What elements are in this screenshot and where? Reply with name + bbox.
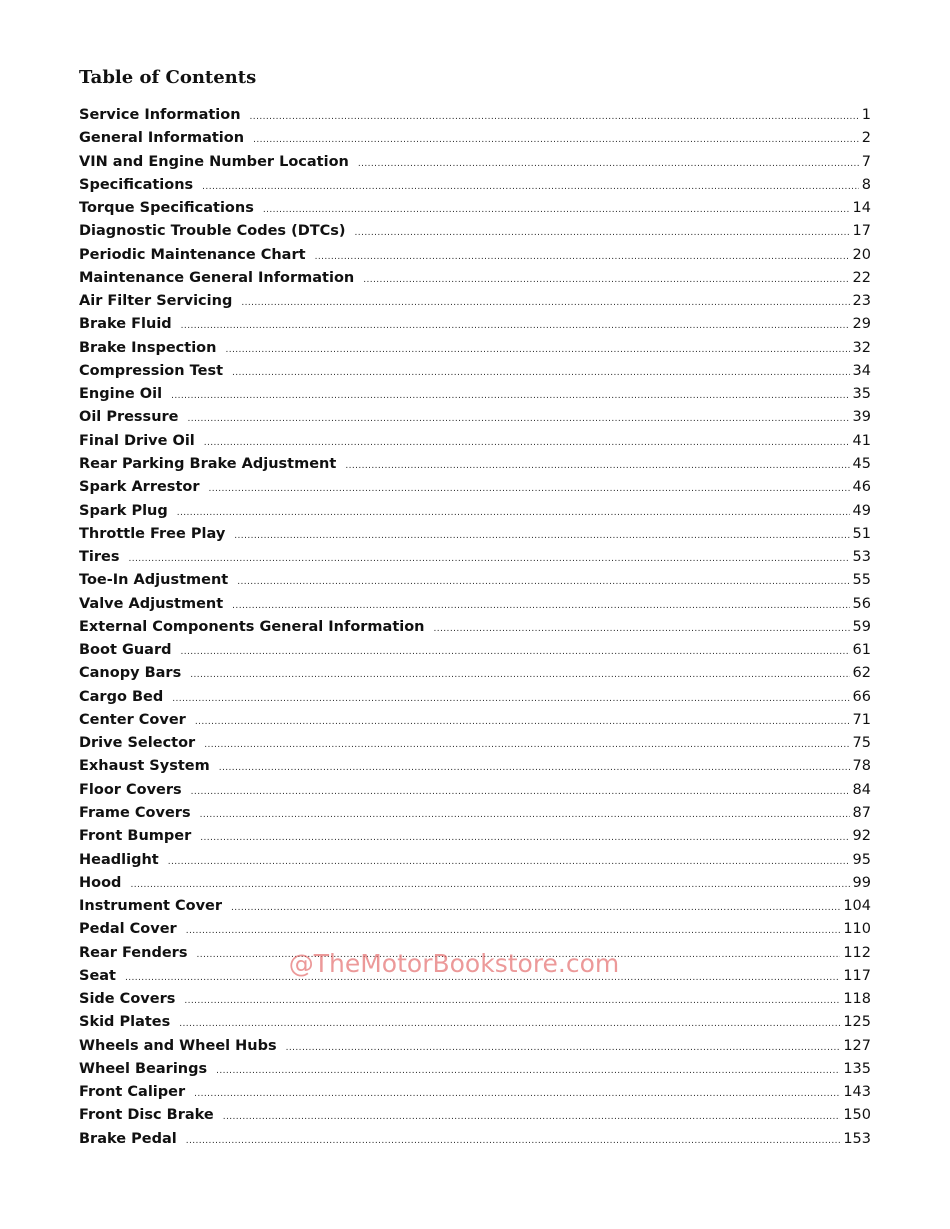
toc-entry-page-number: 95 xyxy=(852,851,871,868)
toc-entry[interactable] xyxy=(79,895,871,918)
dot-leader xyxy=(186,920,841,943)
toc-entry[interactable] xyxy=(79,732,871,755)
toc-entry-title: Front Bumper xyxy=(79,828,192,845)
toc-entry-page-number: 53 xyxy=(852,549,871,566)
toc-entry-title: Wheel Bearings xyxy=(79,1060,208,1077)
toc-entry-page-number: 71 xyxy=(852,711,871,728)
toc-entry-page-number: 78 xyxy=(852,758,871,775)
toc-entry-title: Toe-In Adjustment xyxy=(79,572,229,589)
toc-entry[interactable] xyxy=(79,849,871,872)
dot-leader xyxy=(128,548,849,571)
dot-leader xyxy=(200,804,850,827)
dot-leader xyxy=(237,571,849,594)
toc-entry-title: VIN and Engine Number Location xyxy=(79,153,349,170)
dot-leader xyxy=(125,967,840,990)
toc-entry-page-number: 92 xyxy=(852,828,871,845)
toc-entry[interactable] xyxy=(79,104,871,127)
toc-entry[interactable] xyxy=(79,500,871,523)
toc-entry-title: Frame Covers xyxy=(79,804,191,821)
dot-leader xyxy=(232,595,849,618)
dot-leader xyxy=(204,734,849,757)
toc-entry-page-number: 29 xyxy=(852,316,871,333)
toc-entry-title: Rear Parking Brake Adjustment xyxy=(79,455,337,472)
toc-entry[interactable] xyxy=(79,430,871,453)
toc-entry[interactable] xyxy=(79,360,871,383)
dot-leader xyxy=(219,757,850,780)
dot-leader xyxy=(241,292,849,315)
dot-leader xyxy=(216,1060,840,1083)
toc-entry-title: External Components General Information xyxy=(79,618,425,635)
toc-entry[interactable] xyxy=(79,918,871,941)
toc-entry-title: Front Disc Brake xyxy=(79,1107,214,1124)
toc-entry[interactable] xyxy=(79,267,871,290)
dot-leader xyxy=(253,129,859,152)
toc-entry-page-number: 59 xyxy=(852,618,871,635)
toc-entry-page-number: 45 xyxy=(852,455,871,472)
toc-entry-title: Spark Plug xyxy=(79,502,168,519)
toc-entry-title: Specifications xyxy=(79,176,194,193)
toc-entry-title: Brake Inspection xyxy=(79,339,217,356)
toc-entry-title: Instrument Cover xyxy=(79,898,223,915)
dot-leader xyxy=(200,827,849,850)
toc-entry-title: Diagnostic Trouble Codes (DTCs) xyxy=(79,223,346,240)
toc-entry-title: Brake Fluid xyxy=(79,316,172,333)
toc-entry-page-number: 75 xyxy=(852,735,871,752)
toc-entry-page-number: 35 xyxy=(852,386,871,403)
toc-entry-page-number: 84 xyxy=(852,781,871,798)
toc-entry[interactable] xyxy=(79,686,871,709)
dot-leader xyxy=(363,269,849,292)
toc-entry[interactable] xyxy=(79,220,871,243)
toc-entry-page-number: 61 xyxy=(852,642,871,659)
toc-entry-title: Throttle Free Play xyxy=(79,525,226,542)
dot-leader xyxy=(345,455,849,478)
toc-entry[interactable] xyxy=(79,1011,871,1034)
toc-entry-title: Hood xyxy=(79,874,122,891)
toc-entry-page-number: 17 xyxy=(852,223,871,240)
toc-entry[interactable] xyxy=(79,174,871,197)
toc-entry-page-number: 8 xyxy=(861,176,871,193)
dot-leader xyxy=(315,246,850,269)
dot-leader xyxy=(171,385,849,408)
dot-leader xyxy=(231,897,840,920)
toc-entry[interactable] xyxy=(79,406,871,429)
toc-entry-title: Seat xyxy=(79,967,116,984)
toc-entry-page-number: 150 xyxy=(843,1107,871,1124)
toc-entry[interactable] xyxy=(79,244,871,267)
toc-entry[interactable] xyxy=(79,337,871,360)
toc-entry[interactable] xyxy=(79,1104,871,1127)
toc-entry-title: Cargo Bed xyxy=(79,688,164,705)
toc-entry-page-number: 62 xyxy=(852,665,871,682)
dot-leader xyxy=(358,153,859,176)
watermark: @TheMotorBookstore.com xyxy=(288,949,620,978)
toc-entry-page-number: 112 xyxy=(843,944,871,961)
toc-entry-page-number: 23 xyxy=(852,293,871,310)
dot-leader xyxy=(177,502,850,525)
toc-entry[interactable] xyxy=(79,965,871,988)
toc-entry[interactable] xyxy=(79,151,871,174)
dot-leader xyxy=(130,874,849,897)
toc-entry-title: Tires xyxy=(79,549,120,566)
toc-entry-title: Service Information xyxy=(79,107,241,123)
toc-entry-page-number: 99 xyxy=(852,874,871,891)
toc-entry[interactable] xyxy=(79,383,871,406)
toc-entry-page-number: 39 xyxy=(852,409,871,426)
toc-entry[interactable] xyxy=(79,290,871,313)
toc-entry-title: Final Drive Oil xyxy=(79,432,195,449)
toc-entry-page-number: 46 xyxy=(852,479,871,496)
toc-entry-page-number: 56 xyxy=(852,595,871,612)
toc-entry[interactable] xyxy=(79,988,871,1011)
toc-entry[interactable] xyxy=(79,1058,871,1081)
dot-leader xyxy=(194,1083,840,1106)
toc-entry-page-number: 51 xyxy=(852,525,871,542)
dot-leader xyxy=(234,525,849,548)
toc-entry-title: Skid Plates xyxy=(79,1014,171,1031)
toc-entry-page-number: 1 xyxy=(861,107,871,123)
toc-entry-title: Exhaust System xyxy=(79,758,210,775)
toc-entry-title: Engine Oil xyxy=(79,386,163,403)
dot-leader xyxy=(286,1037,841,1060)
toc-entry-title: General Information xyxy=(79,130,245,147)
toc-entry[interactable] xyxy=(79,639,871,662)
dot-leader xyxy=(168,851,850,874)
toc-entry-title: Front Caliper xyxy=(79,1084,186,1101)
dot-leader xyxy=(208,478,849,501)
dot-leader xyxy=(179,1013,840,1036)
dot-leader xyxy=(263,199,850,222)
dot-leader xyxy=(223,1106,841,1129)
dot-leader xyxy=(172,688,849,711)
toc-entry[interactable] xyxy=(79,127,871,150)
toc-entry-title: Oil Pressure xyxy=(79,409,179,426)
toc-entry[interactable] xyxy=(79,755,871,778)
dot-leader xyxy=(202,176,859,199)
toc-entry-title: Canopy Bars xyxy=(79,665,182,682)
toc-entry-title: Side Covers xyxy=(79,991,176,1008)
toc-entry-page-number: 34 xyxy=(852,362,871,379)
toc-entry[interactable] xyxy=(79,872,871,895)
toc-entry-title: Drive Selector xyxy=(79,735,196,752)
dot-leader xyxy=(190,664,849,687)
toc-entry-title: Brake Pedal xyxy=(79,1130,177,1147)
toc-entry-title: Air Filter Servicing xyxy=(79,293,233,310)
dot-leader xyxy=(232,362,850,385)
toc-entry-title: Periodic Maintenance Chart xyxy=(79,246,306,263)
toc-entry[interactable] xyxy=(79,569,871,592)
dot-leader xyxy=(355,222,850,245)
toc-entry-page-number: 125 xyxy=(843,1014,871,1031)
toc-entry-title: Headlight xyxy=(79,851,159,868)
dot-leader xyxy=(225,339,849,362)
toc-entry-page-number: 14 xyxy=(852,200,871,217)
toc-entry-title: Wheels and Wheel Hubs xyxy=(79,1037,277,1054)
dot-leader xyxy=(188,408,850,431)
toc-entry[interactable] xyxy=(79,1035,871,1058)
toc-entry-page-number: 20 xyxy=(852,246,871,263)
toc-entry-title: Spark Arrestor xyxy=(79,479,200,496)
toc-entry[interactable] xyxy=(79,197,871,220)
toc-entry[interactable] xyxy=(79,825,871,848)
toc-entry-page-number: 127 xyxy=(843,1037,871,1054)
toc-entry-title: Pedal Cover xyxy=(79,921,177,938)
toc-entry-title: Valve Adjustment xyxy=(79,595,224,612)
toc-entry-page-number: 87 xyxy=(852,804,871,821)
dot-leader xyxy=(186,1130,841,1153)
toc-entry[interactable] xyxy=(79,709,871,732)
toc-entry[interactable] xyxy=(79,616,871,639)
dot-leader xyxy=(434,618,850,641)
toc-entry[interactable] xyxy=(79,942,871,965)
toc-entry[interactable] xyxy=(79,476,871,499)
toc-entry-page-number: 66 xyxy=(852,688,871,705)
toc-entry-page-number: 135 xyxy=(843,1060,871,1077)
toc-entry[interactable] xyxy=(79,313,871,336)
dot-leader xyxy=(181,641,850,664)
toc-entry-page-number: 143 xyxy=(843,1084,871,1101)
table-of-contents xyxy=(79,104,871,1151)
toc-entry[interactable] xyxy=(79,1081,871,1104)
toc-entry-page-number: 110 xyxy=(843,921,871,938)
toc-entry-title: Floor Covers xyxy=(79,781,182,798)
dot-leader xyxy=(204,432,850,455)
toc-entry-page-number: 32 xyxy=(852,339,871,356)
toc-entry[interactable] xyxy=(79,662,871,685)
toc-entry-page-number: 7 xyxy=(861,153,871,170)
toc-entry[interactable] xyxy=(79,802,871,825)
toc-entry-page-number: 117 xyxy=(843,967,871,984)
toc-entry-title: Maintenance General Information xyxy=(79,269,355,286)
toc-entry-page-number: 41 xyxy=(852,432,871,449)
dot-leader xyxy=(181,315,850,338)
toc-entry-page-number: 153 xyxy=(843,1130,871,1147)
toc-entry-page-number: 22 xyxy=(852,269,871,286)
toc-entry[interactable] xyxy=(79,1128,871,1151)
toc-entry-title: Compression Test xyxy=(79,362,224,379)
toc-entry-title: Boot Guard xyxy=(79,642,172,659)
toc-entry-page-number: 104 xyxy=(843,898,871,915)
toc-entry-page-number: 55 xyxy=(852,572,871,589)
toc-entry[interactable] xyxy=(79,546,871,569)
toc-entry-page-number: 118 xyxy=(843,991,871,1008)
dot-leader xyxy=(196,944,840,967)
toc-entry-title: Rear Fenders xyxy=(79,944,188,961)
dot-leader xyxy=(195,711,850,734)
toc-entry[interactable] xyxy=(79,779,871,802)
toc-entry-page-number: 2 xyxy=(861,130,871,147)
dot-leader xyxy=(250,106,859,129)
dot-leader xyxy=(184,990,840,1013)
toc-entry[interactable] xyxy=(79,453,871,476)
dot-leader xyxy=(191,781,850,804)
page-title: Table of Contents xyxy=(79,67,257,88)
toc-entry-title: Torque Specifications xyxy=(79,200,254,217)
toc-entry-page-number: 49 xyxy=(852,502,871,519)
toc-entry-title: Center Cover xyxy=(79,711,186,728)
toc-entry[interactable] xyxy=(79,523,871,546)
toc-entry[interactable] xyxy=(79,593,871,616)
